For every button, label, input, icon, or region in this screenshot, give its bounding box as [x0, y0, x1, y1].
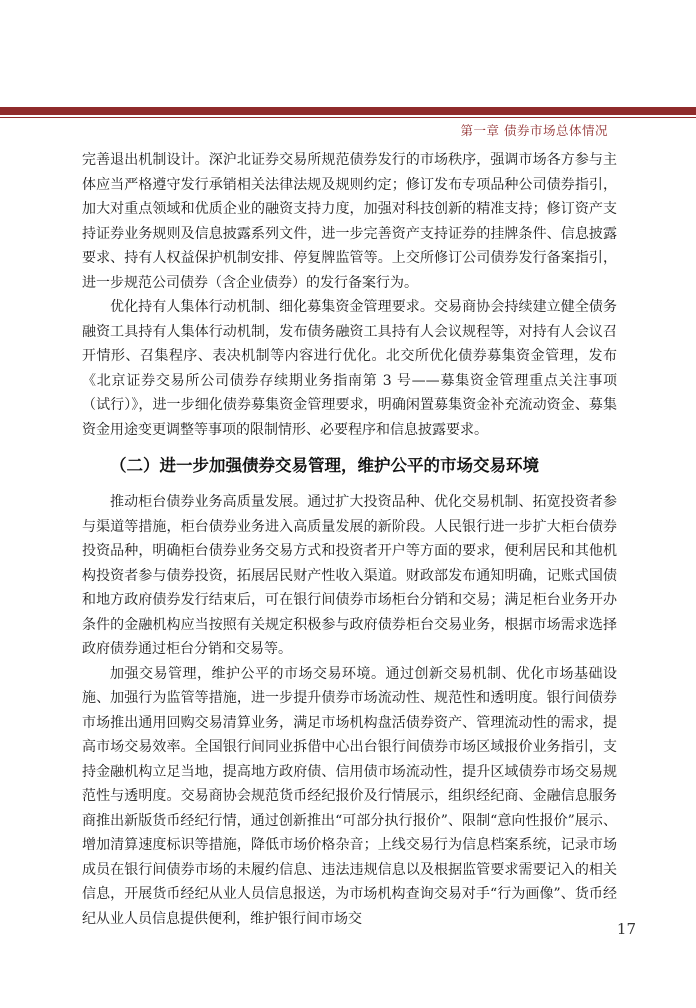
paragraph: 优化持有人集体行动机制、细化募集资金管理要求。交易商协会持续建立健全债务融资工具持有人集体行动机制，发布债务融资工具持有人会议规程等，对持有人会议召开情形、召集程序、表决机制等内容进行优化。北交所优化债券募集资金管理，发布《北京证券交易所公司债券存续期业务指南第 3 号——募集资金管理重点关注事项（试行）》，进一步细化债券募集资金管理要求，明确闲置募集资金补充流动资金、募集资金用途变更调整等事项的限制情形、必要程序和信息披露要求。 — [82, 299, 617, 438]
page-number: 17 — [616, 920, 636, 938]
paragraph: 加强交易管理，维护公平的市场交易环境。通过创新交易机制、优化市场基础设施、加强行为监管等措施，进一步提升债券市场流动性、规范性和透明度。银行间债券市场推出通用回购交易清算业务，满足市场机构盘活债券资产、管理流动性的需求，提高市场交易效率。全国银行间同业拆借中心出台银行间债券市场区域报价业务指引，支持金融机构立足当地，提高地方政府债、信用债市场流动性，提升区域债券市场交易规范性与透明度。交易商协会规范货币经纪报价及行情展示，组织经纪商、金融信息服务商推出新版货币经纪行情，通过创新推出“可部分执行报价”、限制“意向性报价”展示、增加清算速度标识等措施，降低市场价格杂音；上线交易行为信息档案系统，记录市场成员在银行间债券市场的未履约信息、违法违规信息以及根据监管要求需要记入的相关信息，开展货币经纪从业人员信息报送，为市场机构查询交易对手“行为画像”、货币经纪从业人员信息提供便利，维护银行间市场交 — [82, 665, 617, 927]
paragraph: 推动柜台债券业务高质量发展。通过扩大投资品种、优化交易机制、拓宽投资者参与渠道等措施，柜台债券业务进入高质量发展的新阶段。人民银行进一步扩大柜台债券投资品种，明确柜台债券业务交易方式和投资者开户等方面的要求，便利居民和其他机构投资者参与债券投资，拓展居民财产性收入渠道。财政部发布通知明确，记账式国债和地方政府债券发行结束后，可在银行间债券市场柜台分销和交易；满足柜台业务开办条件的金融机构应当按照有关规定积极参与政府债券柜台交易业务，根据市场需求选择政府债券通过柜台分销和交易等。 — [82, 494, 617, 657]
paragraph-continued: 完善退出机制设计。深沪北证券交易所规范债券发行的市场秩序，强调市场各方参与主体应当严格遵守发行承销相关法律法规及规则约定；修订发布专项品种公司债券指引，加大对重点领域和优质企业的融资支持力度，加强对科技创新的精准支持；修订资产支持证券业务规则及信息披露系列文件，进一步完善资产支持证券的挂牌条件、信息披露要求、持有人权益保护机制安排、停复牌监管等。上交所修订公司债券发行备案指引，进一步规范公司债券（含企业债券）的发行备案行为。 — [82, 152, 617, 291]
section-heading: （二）进一步加强债券交易管理，维护公平的市场交易环境 — [110, 456, 539, 475]
chapter-header-title: 第一章 债券市场总体情况 — [460, 123, 608, 138]
header-rule-thin — [0, 117, 696, 118]
page-body — [82, 148, 617, 931]
header-rule-thick — [0, 107, 696, 115]
